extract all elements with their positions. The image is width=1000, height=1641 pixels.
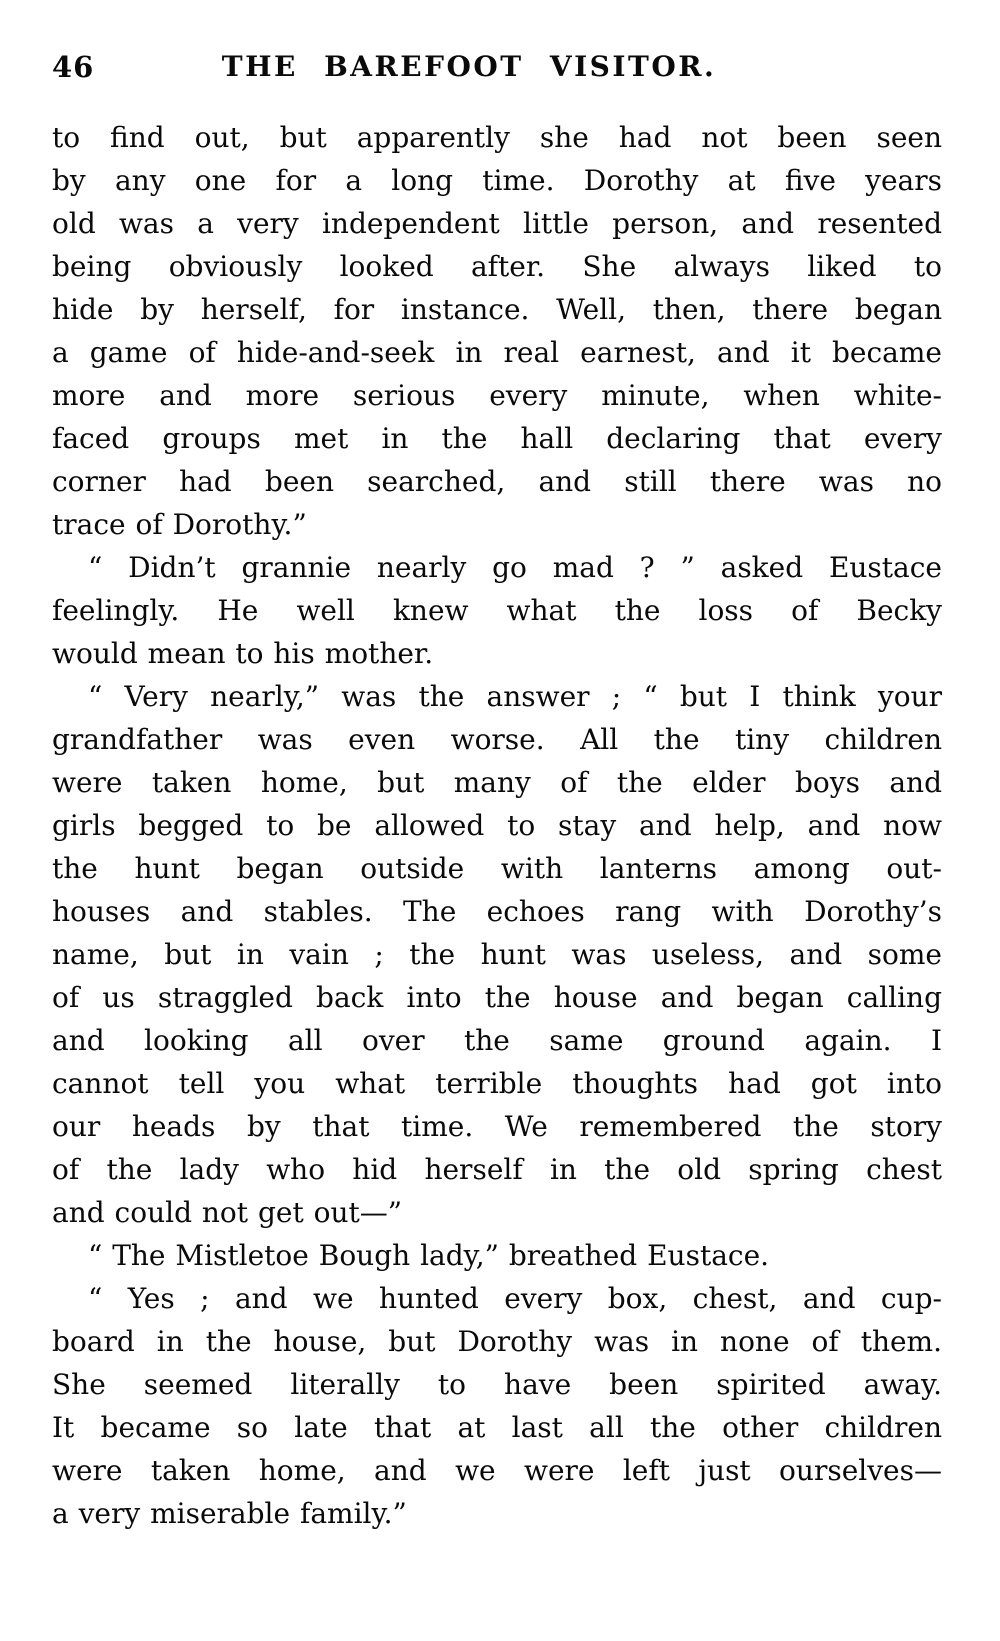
text-line: our heads by that time. We remembered the story: [52, 1110, 942, 1143]
text-line: feelingly. He well knew what the loss of Becky: [52, 594, 942, 627]
text-line: a game of hide-and-seek in real earnest, and it became: [52, 336, 942, 369]
text-line: girls begged to be allowed to stay and help, and now: [52, 809, 942, 842]
text-line: trace of Dorothy.”: [52, 508, 307, 541]
text-line: corner had been searched, and still there was no: [52, 465, 942, 498]
running-head: [52, 50, 942, 94]
paragraph: [52, 1234, 942, 1277]
text-line: would mean to his mother.: [52, 637, 434, 670]
text-line: the hunt began outside with lanterns among out-: [52, 852, 942, 885]
text-line: name, but in vain ; the hunt was useless, and some: [52, 938, 942, 971]
text-line: of the lady who hid herself in the old spring chest: [52, 1153, 942, 1186]
text-line: It became so late that at last all the other children: [52, 1411, 942, 1444]
text-line: were taken home, but many of the elder boys and: [52, 766, 942, 799]
paragraph: [52, 116, 942, 546]
paragraph: [52, 675, 942, 1234]
page-title: THE BAREFOOT VISITOR.: [221, 50, 717, 83]
paragraph: [52, 546, 942, 675]
text-line: faced groups met in the hall declaring that every: [52, 422, 942, 455]
text-line: to find out, but apparently she had not been seen: [52, 121, 942, 154]
text-line: of us straggled back into the house and began calling: [52, 981, 942, 1014]
text-line: She seemed literally to have been spirited away.: [52, 1368, 942, 1401]
text-line: “ The Mistletoe Bough lady,” breathed Eustace.: [88, 1239, 770, 1272]
text-line: by any one for a long time. Dorothy at five years: [52, 164, 942, 197]
page-body: [52, 116, 942, 1535]
text-line: more and more serious every minute, when white-: [52, 379, 942, 412]
text-line: and looking all over the same ground again. I: [52, 1024, 942, 1057]
text-line: a very miserable family.”: [52, 1497, 407, 1530]
text-line: hide by herself, for instance. Well, then, there began: [52, 293, 942, 326]
text-line: “ Didn’t grannie nearly go mad ? ” asked Eustace: [88, 551, 942, 584]
text-line: were taken home, and we were left just ourselves—: [52, 1454, 942, 1487]
text-line: board in the house, but Dorothy was in none of them.: [52, 1325, 942, 1358]
text-line: “ Yes ; and we hunted every box, chest, and cup-: [88, 1282, 942, 1315]
text-line: and could not get out—”: [52, 1196, 403, 1229]
text-line: houses and stables. The echoes rang with Dorothy’s: [52, 895, 942, 928]
page-number: 46: [52, 50, 95, 84]
text-line: being obviously looked after. She always liked to: [52, 250, 942, 283]
text-line: old was a very independent little person, and resented: [52, 207, 942, 240]
text-line: cannot tell you what terrible thoughts had got into: [52, 1067, 942, 1100]
paragraph: [52, 1277, 942, 1535]
text-line: “ Very nearly,” was the answer ; “ but I think your: [88, 680, 942, 713]
text-line: grandfather was even worse. All the tiny children: [52, 723, 942, 756]
